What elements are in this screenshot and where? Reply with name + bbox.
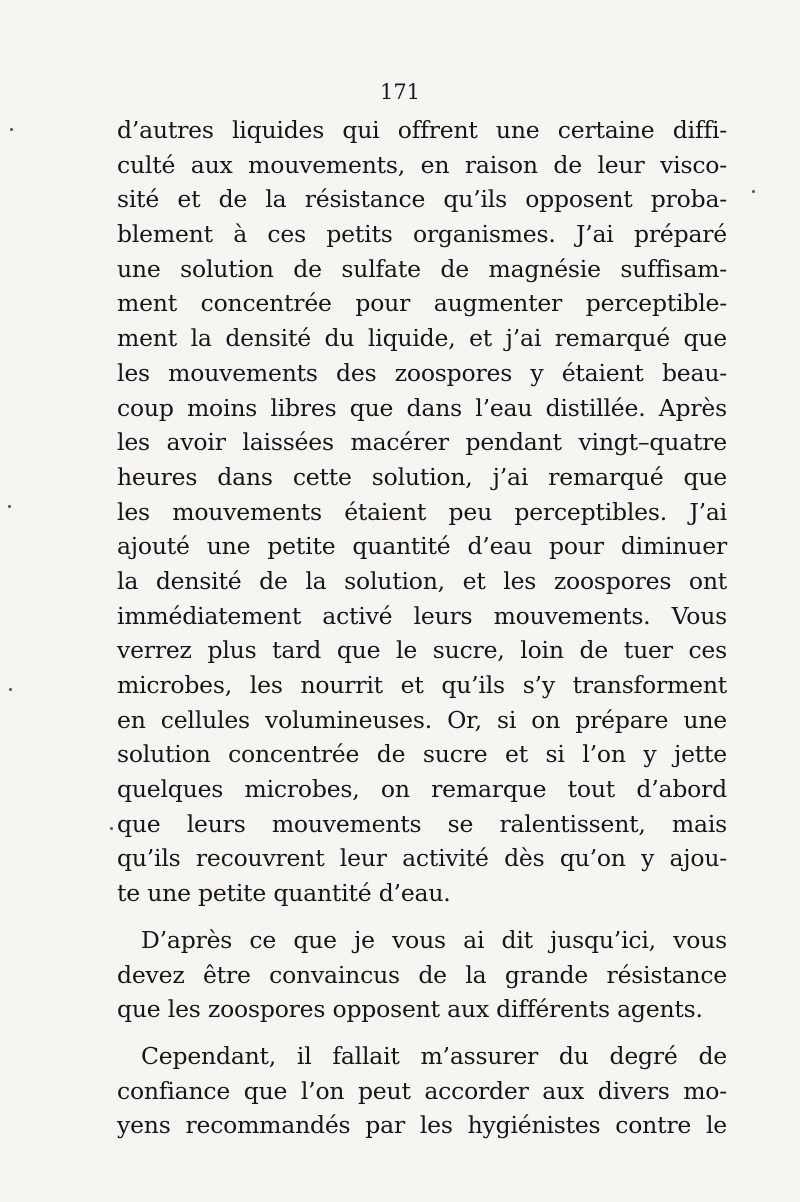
text-line: les mouvements des zoospores y étaient beau- (117, 358, 727, 387)
text-line: Cependant, il fallait m’assurer du degré de (141, 1041, 727, 1070)
text-line: les avoir laissées macérer pendant vingt–quatre (117, 428, 727, 457)
text-line: solution concentrée de sucre et si l’on y jette (117, 740, 727, 769)
text-line: quelques microbes, on remarque tout d’abord (117, 775, 727, 804)
paper-speck (8, 505, 11, 508)
text-line: blement à ces petits organismes. J’ai préparé (117, 220, 727, 249)
text-line: ajouté une petite quantité d’eau pour diminuer (117, 532, 727, 561)
text-line: devez être convaincus de la grande résistance (117, 960, 727, 989)
paper-speck (10, 128, 13, 131)
text-line: la densité de la solution, et les zoospores ont (117, 566, 727, 595)
paper-speck (9, 688, 12, 691)
body-text (117, 113, 727, 1143)
paragraph-gap (117, 1027, 727, 1039)
text-line: D’après ce que je vous ai dit jusqu’ici, vous (141, 925, 727, 954)
text-line: verrez plus tard que le sucre, loin de tuer ces (117, 636, 727, 665)
text-line: heures dans cette solution, j’ai remarqué que (117, 462, 727, 491)
text-line: coup moins libres que dans l’eau distillée. Après (117, 393, 727, 422)
text-line: immédiatement activé leurs mouvements. Vous (117, 601, 727, 630)
text-line: yens recommandés par les hygiénistes contre le (117, 1111, 727, 1140)
text-line: culté aux mouvements, en raison de leur visco- (117, 150, 727, 179)
text-line: les mouvements étaient peu perceptibles. J’ai (117, 497, 727, 526)
text-line: en cellules volumineuses. Or, si on prépare une (117, 705, 727, 734)
text-line: ment la densité du liquide, et j’ai remarqué que (117, 324, 727, 353)
text-line: que les zoospores opposent aux différents agents. (117, 995, 703, 1024)
text-line: que leurs mouvements se ralentissent, mais (117, 809, 727, 838)
text-line: une solution de sulfate de magnésie suffisam- (117, 254, 727, 283)
paragraph-gap (117, 911, 727, 923)
paper-speck (752, 190, 755, 193)
paragraph (117, 923, 727, 1027)
text-line: qu’ils recouvrent leur activité dès qu’on y ajou- (117, 844, 727, 873)
text-line: microbes, les nourrit et qu’ils s’y transforment (117, 671, 727, 699)
paragraph (117, 113, 727, 911)
text-line: ment concentrée pour augmenter perceptible- (117, 289, 727, 318)
text-line: te une petite quantité d’eau. (117, 879, 451, 908)
text-line: sité et de la résistance qu’ils opposent proba- (117, 185, 727, 214)
paragraph (117, 1039, 727, 1143)
text-line: confiance que l’on peut accorder aux divers mo- (117, 1076, 727, 1105)
text-line: d’autres liquides qui offrent une certaine diffi- (117, 116, 727, 144)
paper-speck (110, 827, 113, 830)
page-number: 171 (379, 80, 421, 104)
